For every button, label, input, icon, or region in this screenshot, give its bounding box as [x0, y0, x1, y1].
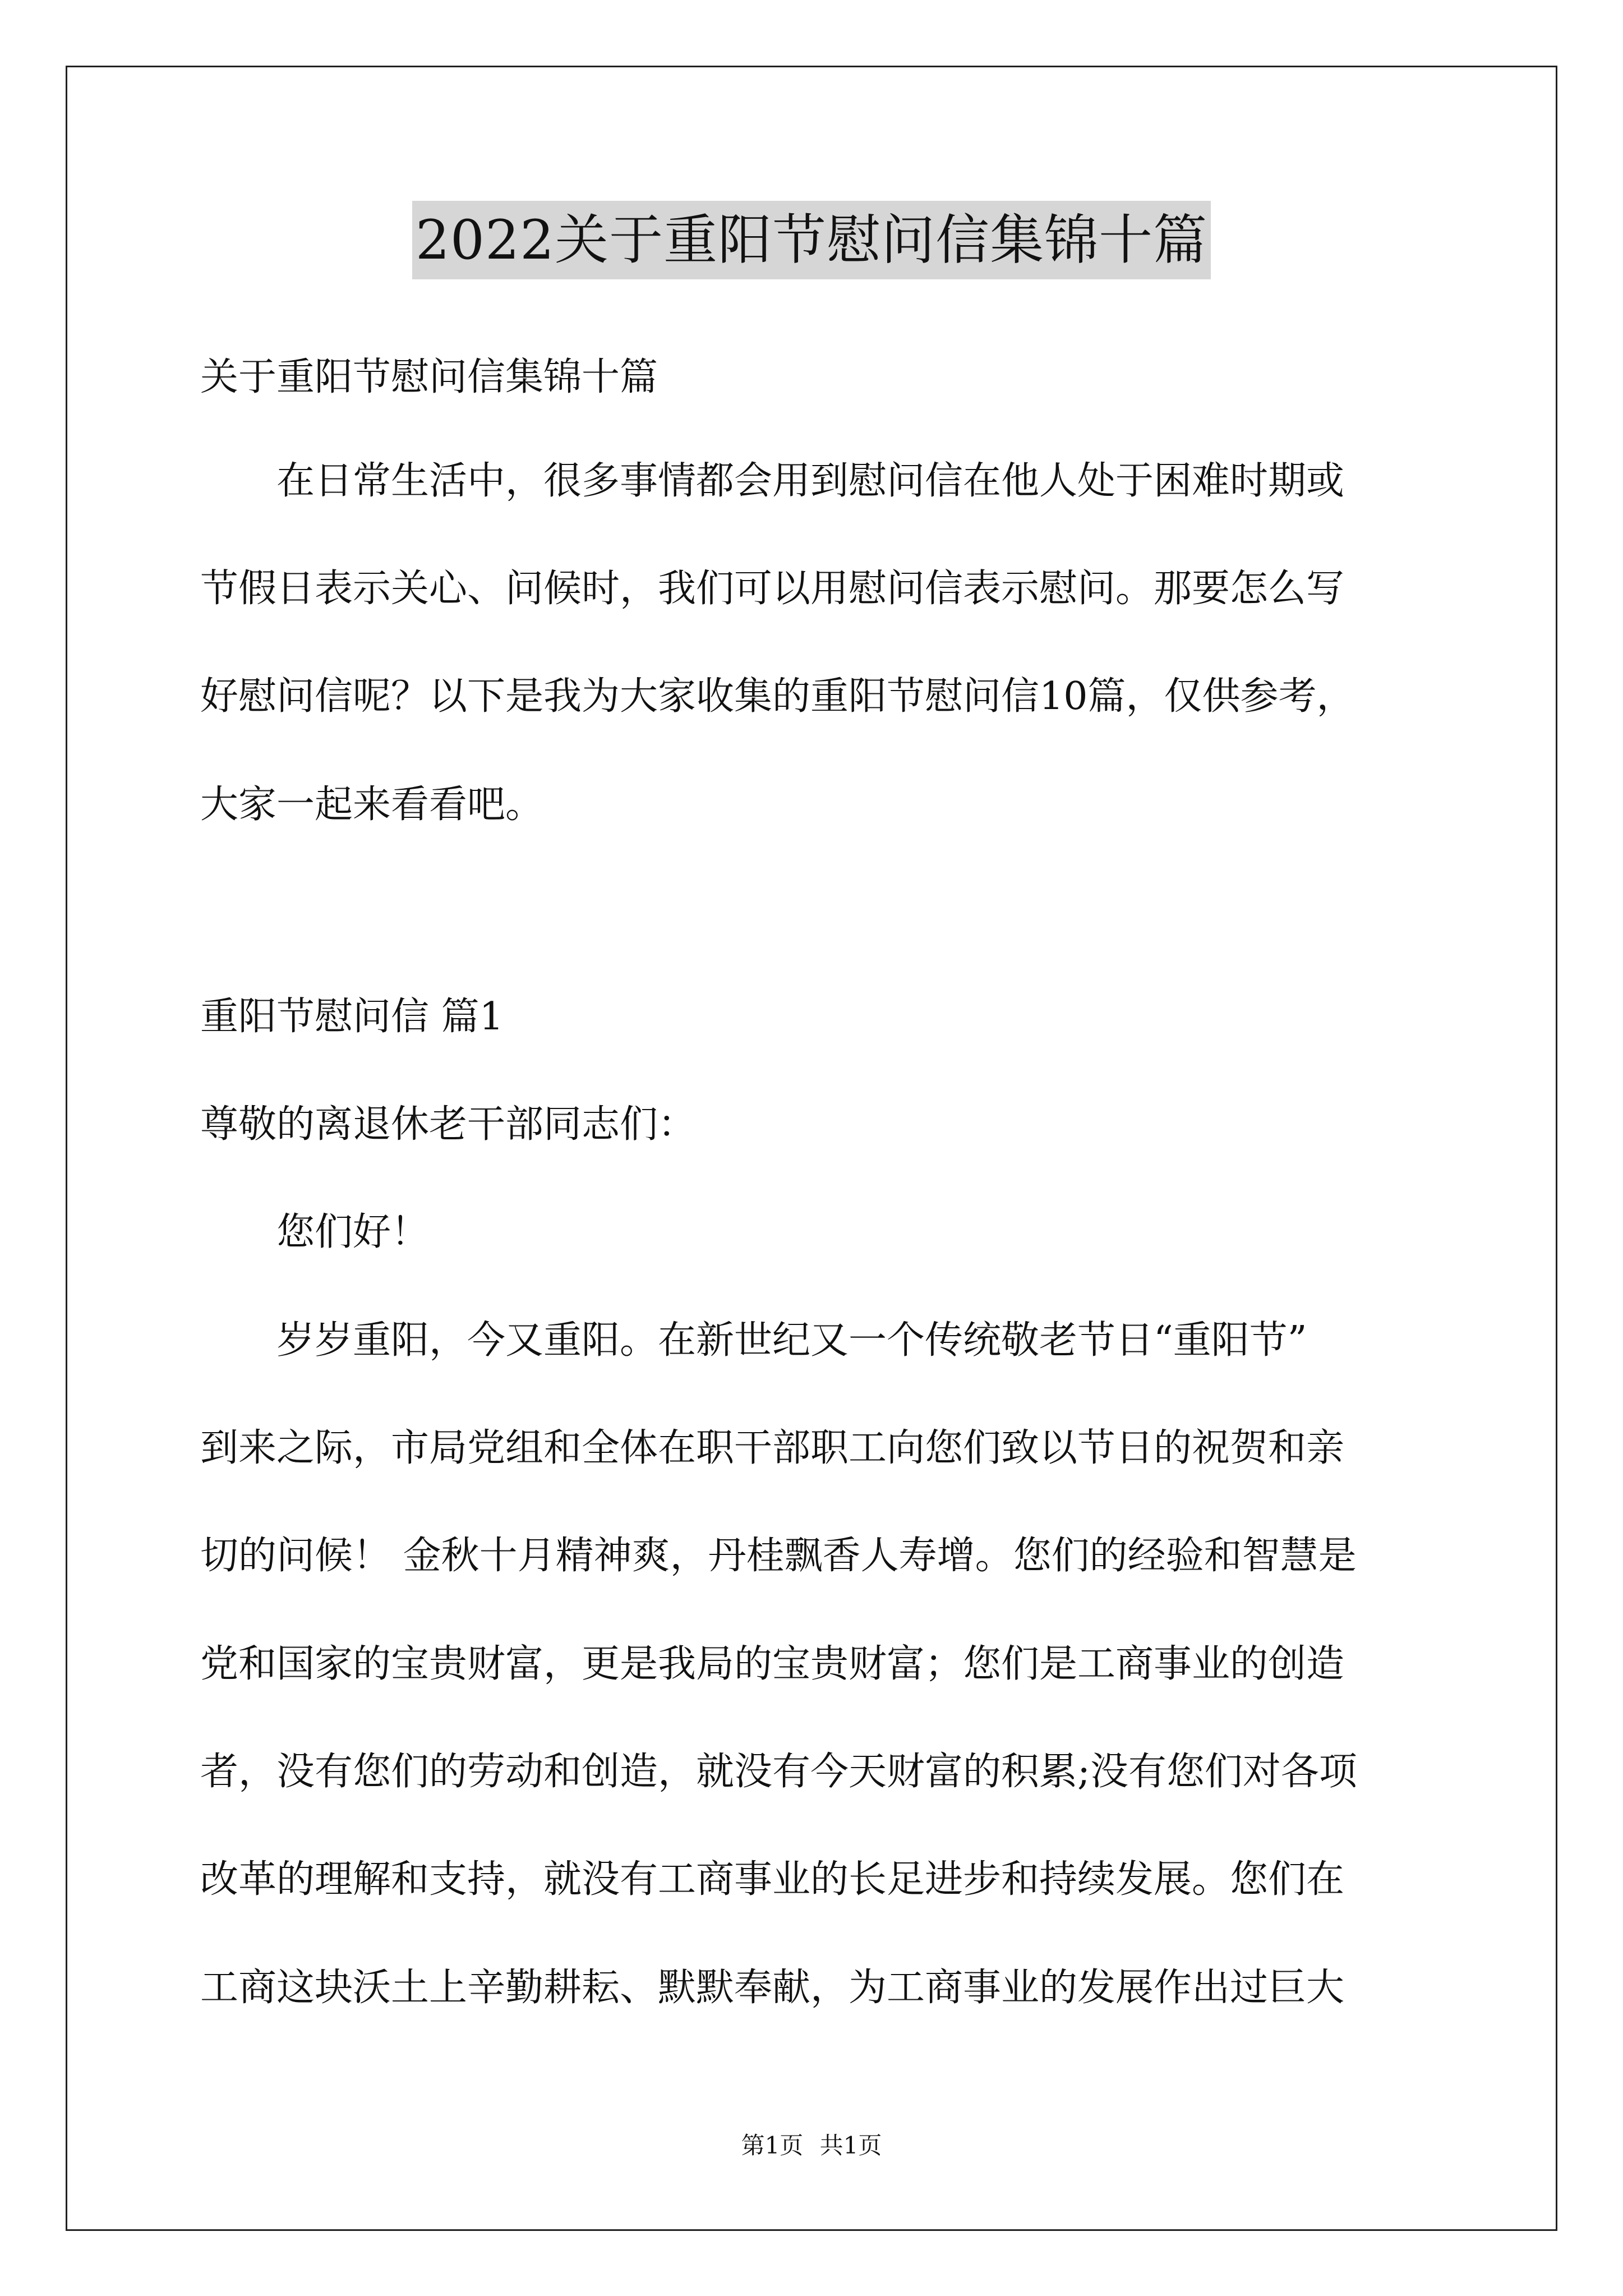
- body-line: 党和国家的宝贵财富，更是我局的宝贵财富；您们是工商事业的创造: [200, 1642, 1345, 1686]
- body-line: 在日常生活中，很多事情都会用到慰问信在他人处于困难时期或: [200, 459, 1345, 503]
- body-line: 节假日表示关心、问候时，我们可以用慰问信表示慰问。那要怎么写: [200, 567, 1345, 611]
- salutation-line: 尊敬的离退休老干部同志们：: [200, 1102, 697, 1147]
- page-footer: [0, 2129, 1623, 2162]
- body-line: 者，没有您们的劳动和创造，就没有今天财富的积累;没有您们对各项: [200, 1750, 1357, 1794]
- title-container: [0, 201, 1623, 279]
- page-number: 第1页: [741, 2132, 804, 2159]
- greeting-line: 您们好！: [200, 1210, 430, 1254]
- body-line: 改革的理解和支持，就没有工商事业的长足进步和持续发展。您们在: [200, 1857, 1345, 1902]
- body-line: 岁岁重阳，今又重阳。在新世纪又一个传统敬老节日“重阳节”: [200, 1318, 1307, 1363]
- body-line: 切的问候！ 金秋十月精神爽，丹桂飘香人寿增。您们的经验和智慧是: [200, 1534, 1357, 1578]
- body-line: 好慰问信呢？以下是我为大家收集的重阳节慰问信10篇，仅供参考，: [200, 674, 1355, 719]
- document-title: 2022关于重阳节慰问信集锦十篇: [412, 201, 1211, 279]
- page-total: 共1页: [819, 2132, 882, 2159]
- body-line: 到来之际，市局党组和全体在职干部职工向您们致以节日的祝贺和亲: [200, 1426, 1345, 1470]
- body-line: 工商这块沃土上辛勤耕耘、默默奉献，为工商事业的发展作出过巨大: [200, 1966, 1345, 2010]
- body-line: 大家一起来看看吧。: [200, 783, 544, 827]
- section-heading: 重阳节慰问信 篇1: [200, 995, 504, 1039]
- subtitle-line: 关于重阳节慰问信集锦十篇: [200, 355, 658, 399]
